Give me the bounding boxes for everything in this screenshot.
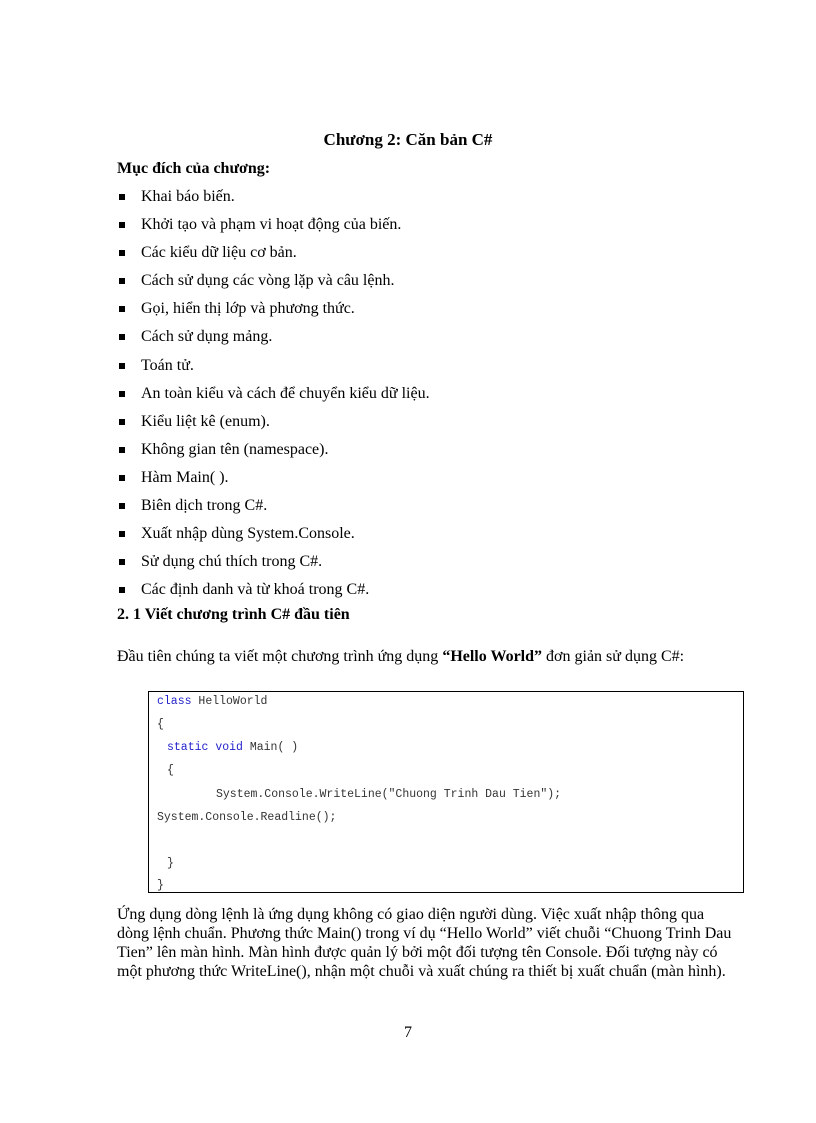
list-item: Gọi, hiển thị lớp và phương thức. — [117, 298, 430, 326]
list-item: Khai báo biến. — [117, 186, 430, 214]
chapter-objectives-list — [117, 186, 430, 607]
square-bullet-icon — [119, 475, 125, 481]
section-heading: 2. 1 Viết chương trình C# đầu tiên — [117, 606, 350, 623]
list-item: Các định danh và từ khoá trong C#. — [117, 579, 430, 607]
square-bullet-icon — [119, 250, 125, 256]
code-line: } — [167, 857, 174, 870]
list-item: Khởi tạo và phạm vi hoạt động của biến. — [117, 214, 430, 242]
code-line: } — [157, 879, 164, 892]
square-bullet-icon — [119, 559, 125, 565]
square-bullet-icon — [119, 306, 125, 312]
list-item: Cách sử dụng các vòng lặp và câu lệnh. — [117, 270, 430, 298]
square-bullet-icon — [119, 334, 125, 340]
square-bullet-icon — [119, 278, 125, 284]
list-item: Sử dụng chú thích trong C#. — [117, 551, 430, 579]
code-line: { — [157, 718, 164, 731]
code-line: System.Console.WriteLine("Chuong Trinh Dau Tien"); — [216, 788, 562, 801]
square-bullet-icon — [119, 531, 125, 537]
list-item: Kiểu liệt kê (enum). — [117, 411, 430, 439]
page-number: 7 — [404, 1024, 412, 1041]
square-bullet-icon — [119, 447, 125, 453]
list-item: Không gian tên (namespace). — [117, 439, 430, 467]
body-paragraph: Ứng dụng dòng lệnh là ứng dụng không có giao diện người dùng. Việc xuất nhập thông qua dòng lệnh chuẩn. Phương thức Main() trong ví dụ “Hello World” viết chuỗi “Chuong Trinh Dau Tien” lên màn hình. Màn hình được quản lý bởi một đối tượng tên Console. Đối tượng này có một phương thức WriteLine(), nhận một chuỗi và xuất chúng ra thiết bị xuất chuẩn (màn hình). — [117, 906, 732, 980]
chapter-purpose-heading: Mục đích của chương: — [117, 160, 271, 177]
code-block — [148, 691, 744, 893]
code-line: { — [167, 764, 174, 777]
square-bullet-icon — [119, 587, 125, 593]
square-bullet-icon — [119, 419, 125, 425]
square-bullet-icon — [119, 194, 125, 200]
list-item: Xuất nhập dùng System.Console. — [117, 523, 430, 551]
list-item: Cách sử dụng mảng. — [117, 326, 430, 354]
list-item: Các kiểu dữ liệu cơ bản. — [117, 242, 430, 270]
code-line: static void Main( ) — [167, 741, 299, 754]
square-bullet-icon — [119, 503, 125, 509]
square-bullet-icon — [119, 391, 125, 397]
code-line: System.Console.Readline(); — [157, 811, 337, 824]
list-item: Hàm Main( ). — [117, 467, 430, 495]
list-item: Toán tử. — [117, 355, 430, 383]
code-line: class HelloWorld — [157, 695, 268, 708]
hello-world-emphasis: “Hello World” — [442, 648, 543, 665]
square-bullet-icon — [119, 363, 125, 369]
square-bullet-icon — [119, 222, 125, 228]
list-item: Biên dịch trong C#. — [117, 495, 430, 523]
chapter-title: Chương 2: Căn bản C# — [323, 130, 493, 149]
intro-paragraph: Đầu tiên chúng ta viết một chương trình ứng dụng “Hello World” đơn giản sử dụng C#: — [117, 648, 685, 665]
list-item: An toàn kiểu và cách để chuyển kiểu dữ liệu. — [117, 383, 430, 411]
